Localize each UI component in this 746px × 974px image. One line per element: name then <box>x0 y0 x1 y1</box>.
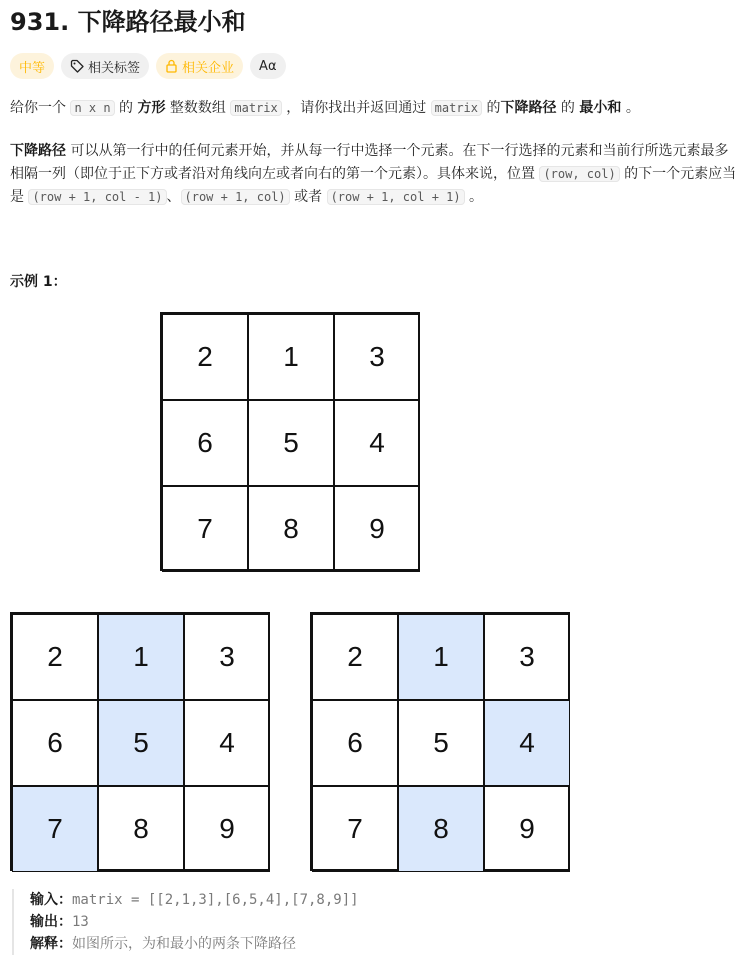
text-run: 可以从第一行中的任何元素开始，并从每一行中选择一个元素。在下一行选择的元素和当前行所选元素最多相隔一列（即位于正下方或者沿对角线向左或者向右的第一个元素）。具体来说，位置 <box>10 143 729 182</box>
example-matrix <box>160 312 420 571</box>
inline-code: matrix <box>230 100 281 116</box>
inline-code: (row, col) <box>539 166 619 182</box>
example-title: 示例 1： <box>10 274 67 290</box>
bold-term: 方形 <box>137 100 166 116</box>
lock-icon <box>165 59 178 73</box>
text-run: 的 <box>556 100 580 116</box>
text-run: 的 <box>114 100 138 116</box>
related-companies-button[interactable] <box>156 53 243 79</box>
matrix-cell: 9 <box>184 786 270 872</box>
text-run: 。 <box>464 189 484 205</box>
matrix-cell: 3 <box>334 314 420 400</box>
bold-term: 下降路径 <box>500 100 557 116</box>
description-paragraph-2 <box>10 140 740 209</box>
related-tags-label: 相关标签 <box>88 60 141 76</box>
text-run: 整数数组 <box>165 100 231 116</box>
matrix-cell: 6 <box>162 400 248 486</box>
problem-title: 931. 下降路径最小和 <box>10 8 246 36</box>
matrix-cell: 4 <box>334 400 420 486</box>
path-matrix-right <box>310 612 570 871</box>
text-run: 的下一个元素应当是 <box>10 166 737 205</box>
translate-button[interactable] <box>250 53 285 79</box>
matrix-cell: 2 <box>312 614 398 700</box>
translate-icon: Aα <box>259 58 277 74</box>
matrix-cell: 5 <box>398 700 484 786</box>
matrix-cell: 8 <box>248 486 334 572</box>
related-companies-label: 相关企业 <box>182 60 235 76</box>
matrix-cell: 5 <box>98 700 184 786</box>
output-label: 输出： <box>30 914 72 930</box>
bold-term: 最小和 <box>579 100 622 116</box>
matrix-cell: 4 <box>484 700 570 786</box>
text-run: 或者 <box>289 189 327 205</box>
matrix-cell: 8 <box>398 786 484 872</box>
tag-icon <box>70 59 84 73</box>
explain-label: 解释： <box>30 936 72 952</box>
input-line <box>30 889 359 911</box>
matrix-cell: 7 <box>312 786 398 872</box>
matrix-cell: 7 <box>12 786 98 872</box>
text-run: 、 <box>166 189 181 205</box>
matrix-cell: 1 <box>398 614 484 700</box>
matrix-cell: 1 <box>98 614 184 700</box>
explain-value: 如图所示，为和最小的两条下降路径 <box>72 936 296 952</box>
matrix-cell: 6 <box>312 700 398 786</box>
text-run: 给你一个 <box>10 100 71 116</box>
path-matrix-left <box>10 612 270 871</box>
difficulty-badge: 中等 <box>10 53 54 79</box>
inline-code: matrix <box>431 100 482 116</box>
text-run: 的 <box>482 100 501 116</box>
matrix-cell: 9 <box>484 786 570 872</box>
matrix-cell: 7 <box>162 486 248 572</box>
explain-line <box>30 933 359 955</box>
matrix-cell: 2 <box>162 314 248 400</box>
inline-code: (row + 1, col) <box>181 189 290 205</box>
tag-bar <box>10 53 286 79</box>
matrix-cell: 5 <box>248 400 334 486</box>
matrix-cell: 1 <box>248 314 334 400</box>
input-label: 输入： <box>30 892 72 908</box>
output-line <box>30 911 359 933</box>
example-io-block <box>12 889 359 955</box>
matrix-cell: 3 <box>184 614 270 700</box>
bold-term: 下降路径 <box>10 143 66 159</box>
matrix-cell: 6 <box>12 700 98 786</box>
matrix-cell: 4 <box>184 700 270 786</box>
matrix-cell: 9 <box>334 486 420 572</box>
inline-code: (row + 1, col - 1) <box>28 189 166 205</box>
text-run: ，请你找出并返回通过 <box>281 100 431 116</box>
matrix-cell: 8 <box>98 786 184 872</box>
output-value: 13 <box>72 914 89 930</box>
related-tags-button[interactable] <box>61 53 149 79</box>
input-value: matrix = [[2,1,3],[6,5,4],[7,8,9]] <box>72 892 359 908</box>
inline-code: n x n <box>70 100 114 116</box>
matrix-cell: 3 <box>484 614 570 700</box>
text-run: 。 <box>621 100 640 116</box>
matrix-cell: 2 <box>12 614 98 700</box>
inline-code: (row + 1, col + 1) <box>327 189 465 205</box>
description-paragraph-1 <box>10 97 740 120</box>
